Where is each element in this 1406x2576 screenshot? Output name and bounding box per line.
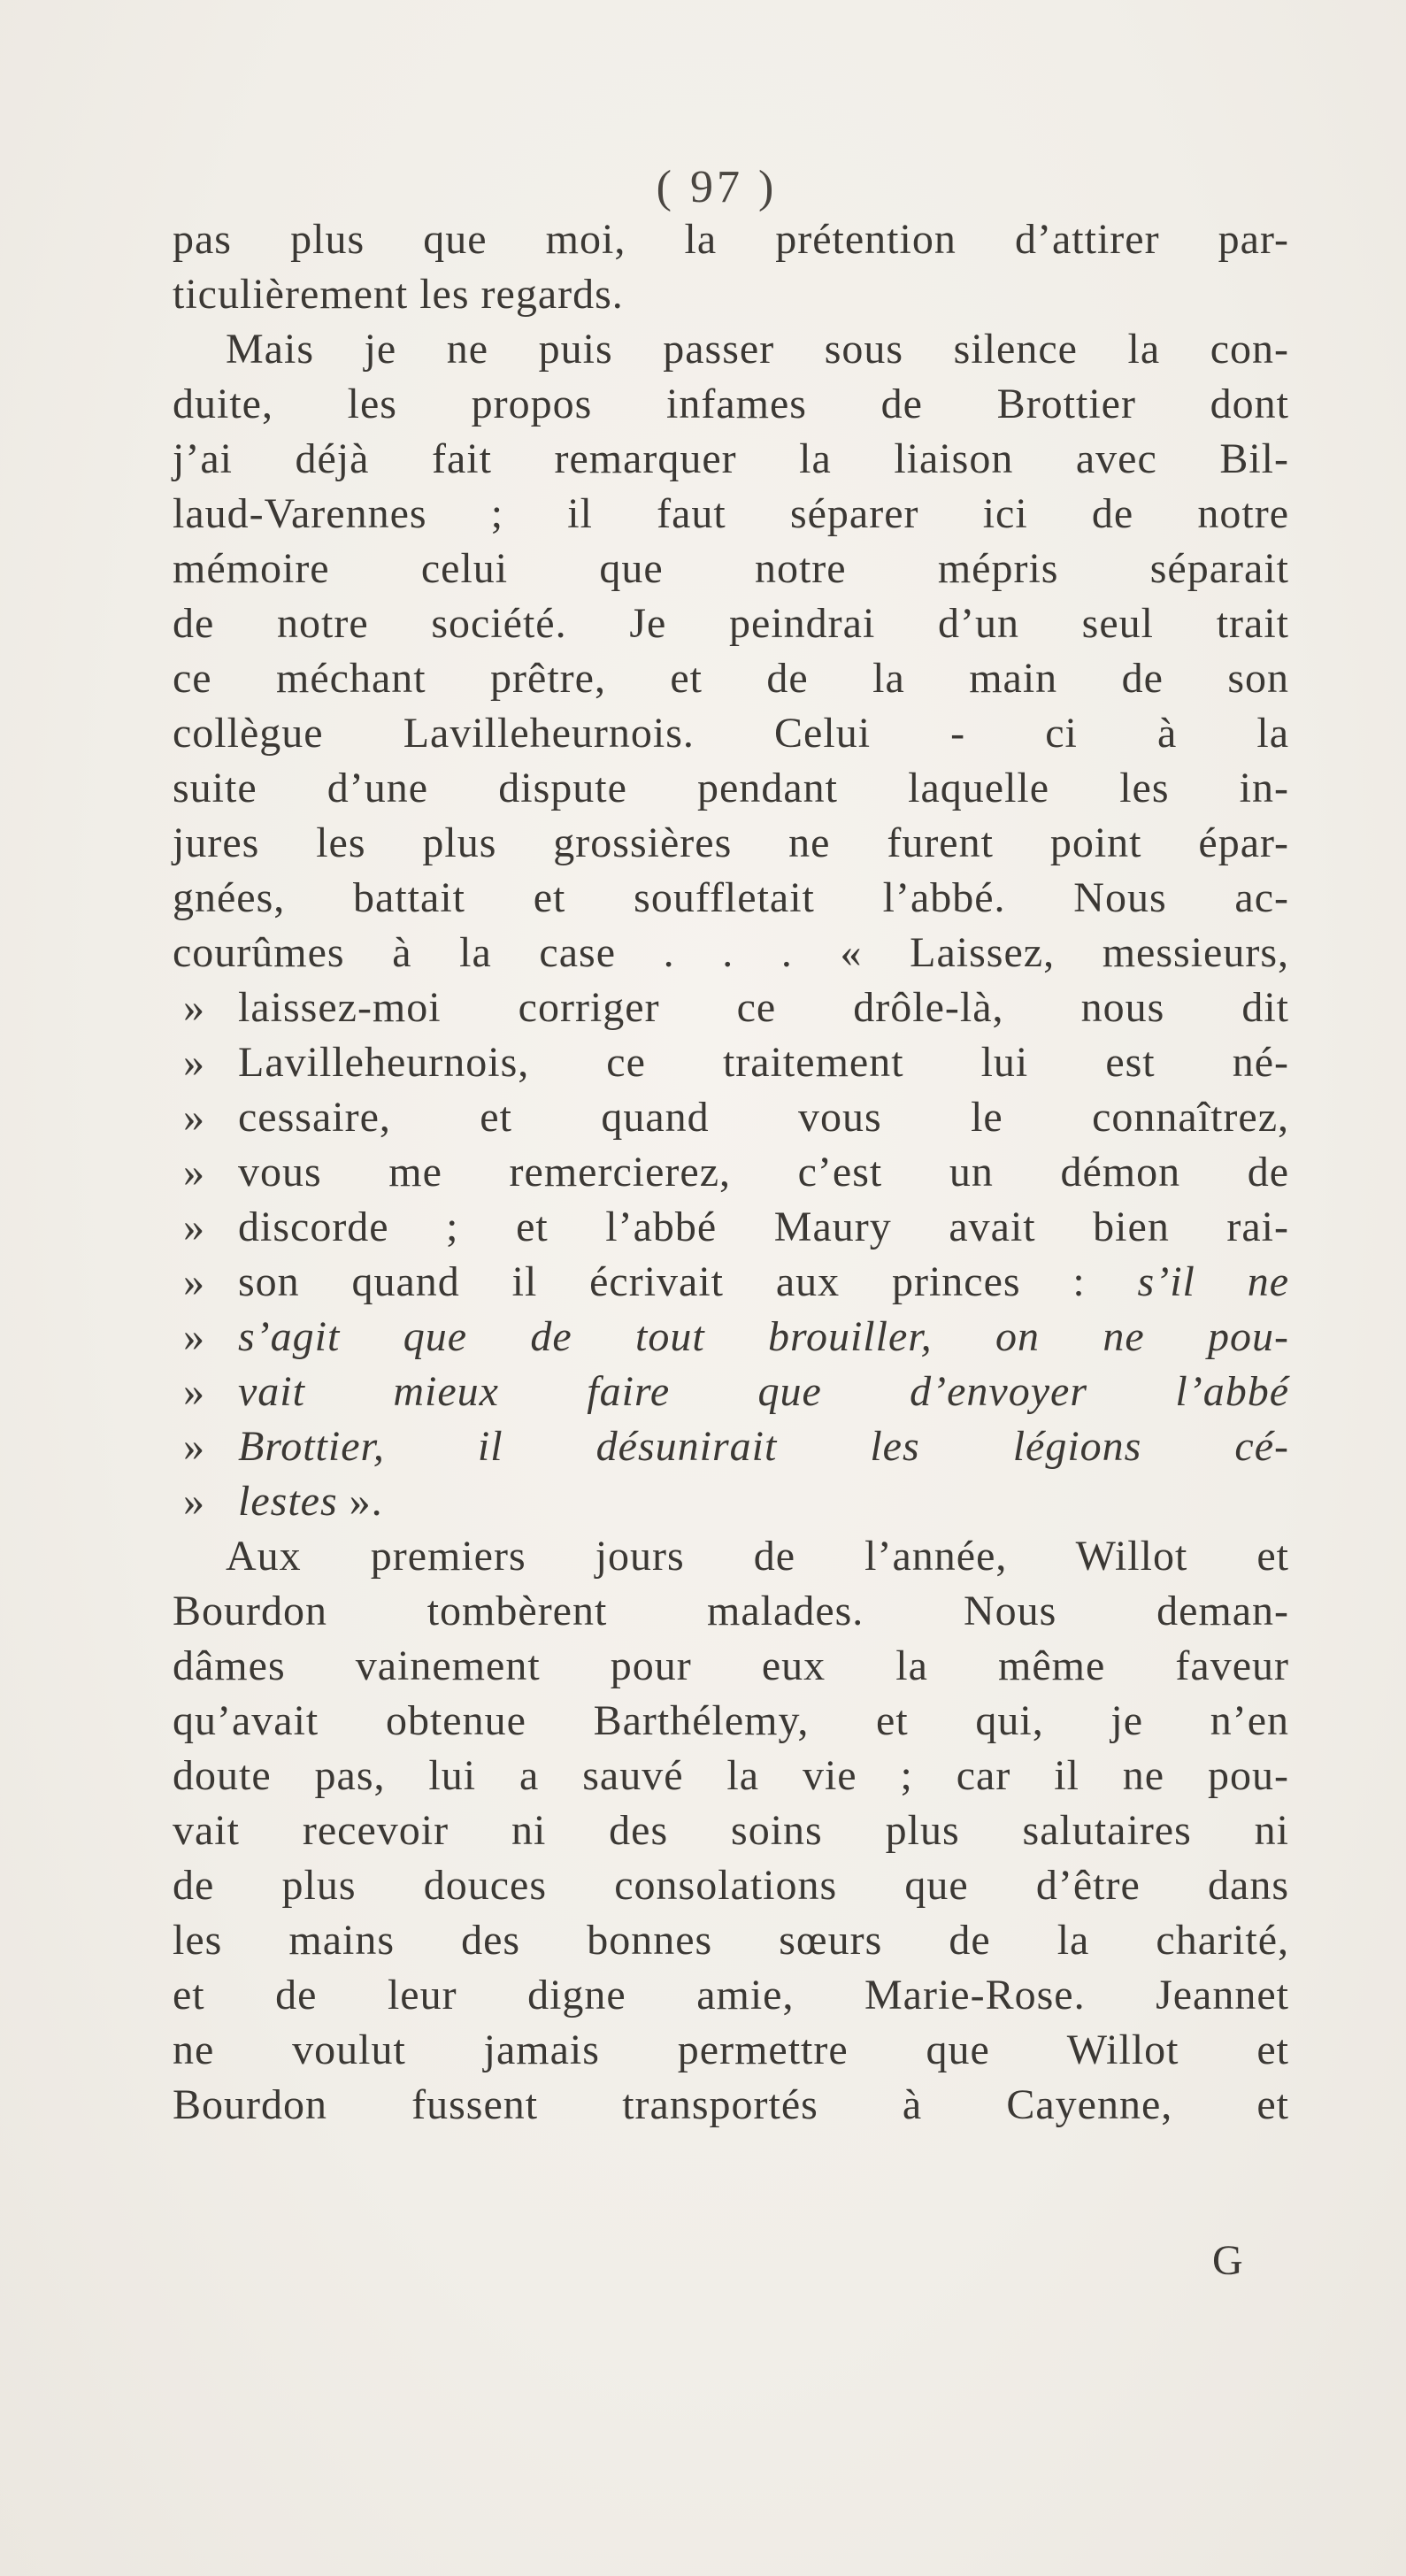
text-fragment: vous me remercierez, c’est un démon de xyxy=(238,1149,1289,1196)
text-fragment: laissez-moi corriger ce drôle-là, nous dit xyxy=(238,984,1289,1031)
text-line: collègue Lavilleheurnois. Celui - ci à la xyxy=(173,710,1289,757)
text-line: Bourdon fussent transportés à Cayenne, et xyxy=(173,2081,1289,2128)
text-line xyxy=(173,1035,1289,1090)
text-fragment: Lavilleheurnois, ce traitement lui est né- xyxy=(238,1039,1289,1086)
text-line: ne voulut jamais permettre que Willot et xyxy=(173,2026,1289,2073)
text-line: dâmes vainement pour eux la même faveur xyxy=(173,1642,1289,1689)
text-line xyxy=(173,980,1289,1035)
text-fragment: ». xyxy=(337,1478,383,1525)
text-line: de plus douces consolations que d’être dans xyxy=(173,1862,1289,1909)
text-line: laud-Varennes ; il faut séparer ici de notre xyxy=(173,490,1289,537)
text-line: duite, les propos infames de Brottier dont xyxy=(173,381,1289,427)
italic-fragment: Brottier, il désunirait les légions cé- xyxy=(238,1423,1289,1470)
text-line: gnées, battait et souffletait l’abbé. Nous ac- xyxy=(173,874,1289,921)
page-number: ( 97 ) xyxy=(656,162,778,212)
quote-mark: » xyxy=(183,1368,205,1415)
italic-fragment: s’agit que de tout brouiller, on ne pou- xyxy=(238,1313,1289,1360)
body-text xyxy=(173,212,1289,2133)
text-fragment: discorde ; et l’abbé Maury avait bien rai- xyxy=(238,1203,1289,1250)
italic-fragment: s’il ne xyxy=(1137,1258,1290,1305)
text-line: jures les plus grossières ne furent point épar- xyxy=(173,819,1289,866)
quote-mark: » xyxy=(183,1039,205,1086)
text-fragment: son quand il écrivait aux princes : xyxy=(238,1258,1138,1305)
text-line: pas plus que moi, la prétention d’attirer par- xyxy=(173,216,1289,263)
italic-fragment: lestes xyxy=(238,1478,338,1525)
text-line xyxy=(173,1474,1289,1529)
italic-fragment: vait mieux faire que d’envoyer l’abbé xyxy=(238,1368,1289,1415)
text-line: ce méchant prêtre, et de la main de son xyxy=(173,655,1289,702)
quote-mark: » xyxy=(183,1094,205,1141)
text-line: qu’avait obtenue Barthélemy, et qui, je n’en xyxy=(173,1697,1289,1744)
text-line xyxy=(173,1255,1289,1310)
text-line: j’ai déjà fait remarquer la liaison avec Bil- xyxy=(173,435,1289,482)
quote-mark: » xyxy=(183,1478,205,1525)
text-line xyxy=(173,1310,1289,1365)
text-line: Aux premiers jours de l’année, Willot et xyxy=(226,1533,1289,1580)
text-line: ticulièrement les regards. xyxy=(173,271,624,318)
text-fragment: cessaire, et quand vous le connaîtrez, xyxy=(238,1094,1289,1141)
quote-mark: » xyxy=(183,1258,205,1305)
text-line: suite d’une dispute pendant laquelle les in- xyxy=(173,765,1289,811)
text-line: Mais je ne puis passer sous silence la con- xyxy=(226,326,1289,373)
text-line xyxy=(173,1419,1289,1474)
text-line: doute pas, lui a sauvé la vie ; car il ne pou- xyxy=(173,1752,1289,1799)
text-line: et de leur digne amie, Marie-Rose. Jeannet xyxy=(173,1972,1289,2019)
text-line: vait recevoir ni des soins plus salutaires ni xyxy=(173,1807,1289,1854)
text-line xyxy=(173,1090,1289,1145)
text-line xyxy=(173,1365,1289,1419)
signature-mark: G xyxy=(1212,2237,1243,2284)
quote-mark: » xyxy=(183,984,205,1031)
text-line xyxy=(173,1200,1289,1255)
quote-mark: » xyxy=(183,1203,205,1250)
text-line: les mains des bonnes sœurs de la charité, xyxy=(173,1917,1289,1964)
text-line: courûmes à la case . . . « Laissez, messieurs, xyxy=(173,929,1289,976)
quote-mark: » xyxy=(183,1423,205,1470)
quote-mark: » xyxy=(183,1313,205,1360)
text-line: mémoire celui que notre mépris séparait xyxy=(173,545,1289,592)
text-line: de notre société. Je peindrai d’un seul trait xyxy=(173,600,1289,647)
quote-mark: » xyxy=(183,1149,205,1196)
text-line: Bourdon tombèrent malades. Nous deman- xyxy=(173,1588,1289,1634)
text-line xyxy=(173,1145,1289,1200)
